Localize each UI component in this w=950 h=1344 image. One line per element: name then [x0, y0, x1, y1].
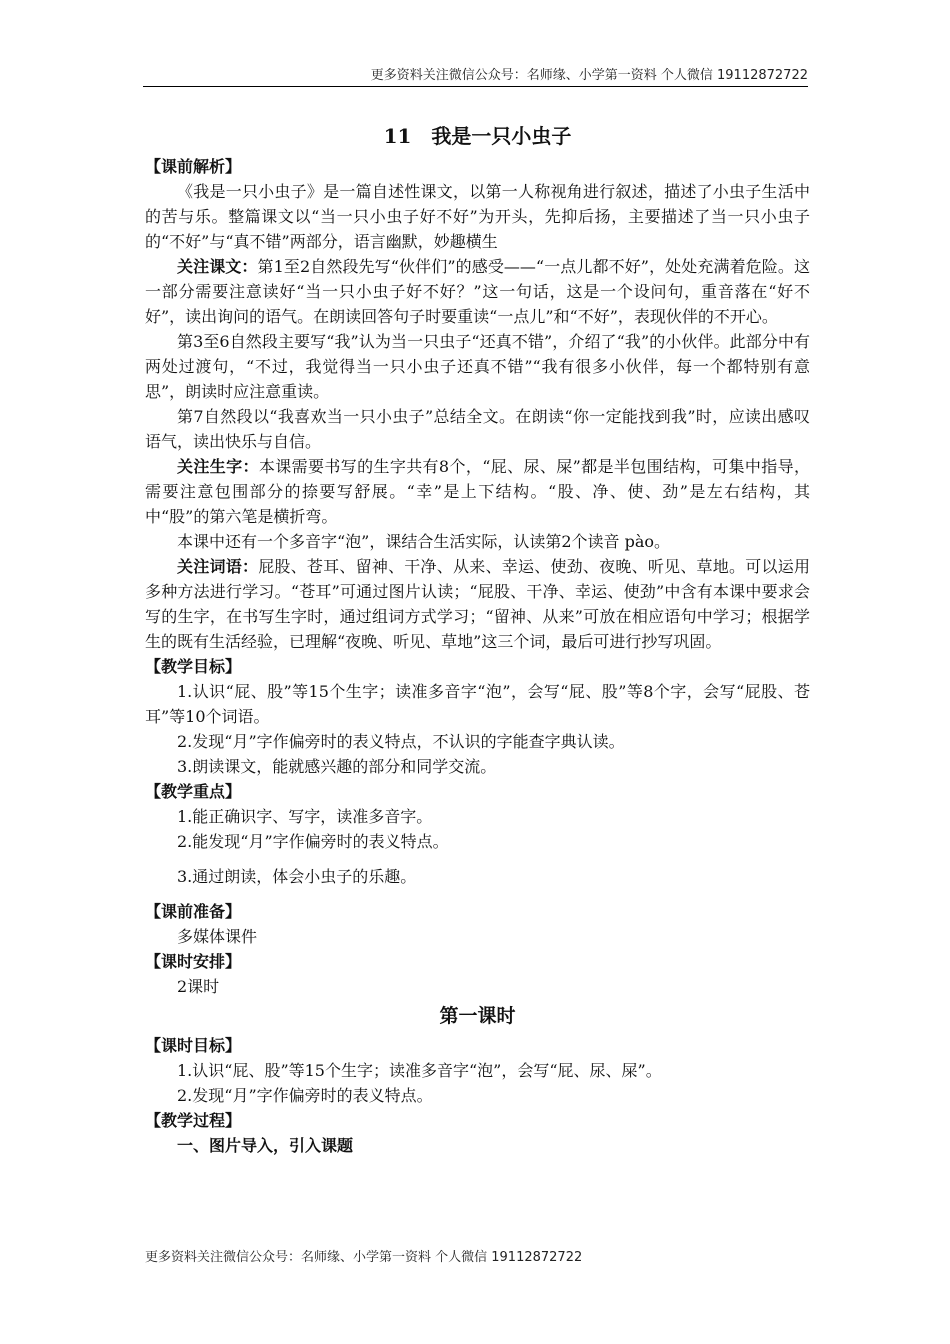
analysis-paragraph: 第3至6自然段主要写“我”认为当一只虫子“还真不错”，介绍了“我”的小伙伴。此部分中有两处过渡句，“不过，我觉得当一只小虫子还真不错”“我有很多小伙伴，每一个都特别有意思”，朗读时应注意重读。 [145, 332, 810, 401]
section-heading-schedule: 【课时安排】 [145, 952, 242, 971]
section-heading-keypoints: 【教学重点】 [145, 782, 242, 801]
page-footer: 更多资料关注微信公众号：名师缘、小学第一资料 个人微信 19112872722 [145, 1250, 583, 1265]
goal-item: 2.发现“月”字作偏旁时的表义特点，不认识的字能查字典认读。 [177, 732, 625, 751]
text-focus-body: 第1至2自然段先写“伙伴们”的感受——“一点儿都不好”，处处充满着危险。这一部分需要注意读好“当一只小虫子好不好？”这一句话，这是一个设问句，重音落在“好不好”，读出询问的语气。在朗读回答句子时要重读“一点儿”和“不好”，表现伙伴的不开心。 [145, 257, 810, 326]
header-divider [143, 86, 808, 87]
prep-text: 多媒体课件 [177, 927, 258, 946]
section-heading-goals: 【教学目标】 [145, 657, 242, 676]
text-focus-label: 关注课文： [177, 257, 258, 276]
section-heading-prep: 【课前准备】 [145, 902, 242, 921]
words-focus-label: 关注词语： [177, 557, 259, 576]
words-focus-body: 屁股、苍耳、留神、干净、从来、幸运、使劲、夜晚、听见、草地。可以运用多种方法进行学习。“苍耳”可通过图片认读；“屁股、干净、幸运、使劲”中含有本课中要求会写的生字，在书写生字时，通过组词方式学习；“留神、从来”可放在相应语句中学习；根据学生的既有生活经验，已理解“夜晚、听见、草地”这三个词，最后可进行抄写巩固。 [145, 557, 810, 651]
analysis-words-focus [145, 554, 810, 654]
document-body [145, 118, 810, 1158]
section-heading-process: 【教学过程】 [145, 1111, 242, 1130]
analysis-paragraph: 第7自然段以“我喜欢当一只小虫子”总结全文。在朗读“你一定能找到我”时，应读出感叹语气，读出快乐与自信。 [145, 407, 810, 451]
analysis-chars-focus [145, 454, 810, 529]
analysis-text-focus [145, 254, 810, 329]
goal-item: 3.朗读课文，能就感兴趣的部分和同学交流。 [177, 757, 497, 776]
analysis-intro: 《我是一只小虫子》是一篇自述性课文，以第一人称视角进行叙述，描述了小虫子生活中的苦与乐。整篇课文以“当一只小虫子好不好”为开头，先抑后扬，主要描述了当一只小虫子的“不好”与“真不错”两部分，语言幽默，妙趣横生 [145, 182, 810, 251]
schedule-text: 2课时 [177, 977, 220, 996]
analysis-paragraph: 本课中还有一个多音字“泡”，课结合生活实际，认读第2个读音 pào。 [177, 532, 671, 551]
lesson-title: 11 我是一只小虫子 [383, 124, 572, 148]
keypoint-item: 1.能正确识字、写字，读准多音字。 [177, 807, 433, 826]
keypoint-item: 3.通过朗读，体会小虫子的乐趣。 [177, 867, 417, 886]
goal-item: 1.认识“屁、股”等15个生字；读准多音字“泡”，会写“屁、股”等8个字，会写“屁股、苍耳”等10个词语。 [145, 682, 810, 726]
keypoint-item: 2.能发现“月”字作偏旁时的表义特点。 [177, 832, 449, 851]
lesson1-title: 第一课时 [439, 1005, 516, 1027]
page-header: 更多资料关注微信公众号：名师缘、小学第一资料 个人微信 19112872722 [370, 68, 808, 83]
section-heading-lesson-goals: 【课时目标】 [145, 1036, 242, 1055]
lesson-goal-item: 1.认识“屁、股”等15个生字；读准多音字“泡”，会写“屁、尿、屎”。 [177, 1061, 662, 1080]
chars-focus-body: 本课需要书写的生字共有8个，“屁、尿、屎”都是半包围结构，可集中指导，需要注意包围部分的捺要写舒展。“幸”是上下结构。“股、净、使、劲”是左右结构，其中“股”的第六笔是横折弯。 [145, 457, 810, 526]
lesson-goal-item: 2.发现“月”字作偏旁时的表义特点。 [177, 1086, 433, 1105]
chars-focus-label: 关注生字： [177, 457, 259, 476]
process-step: 一、图片导入，引入课题 [177, 1136, 354, 1155]
section-heading-analysis: 【课前解析】 [145, 157, 242, 176]
